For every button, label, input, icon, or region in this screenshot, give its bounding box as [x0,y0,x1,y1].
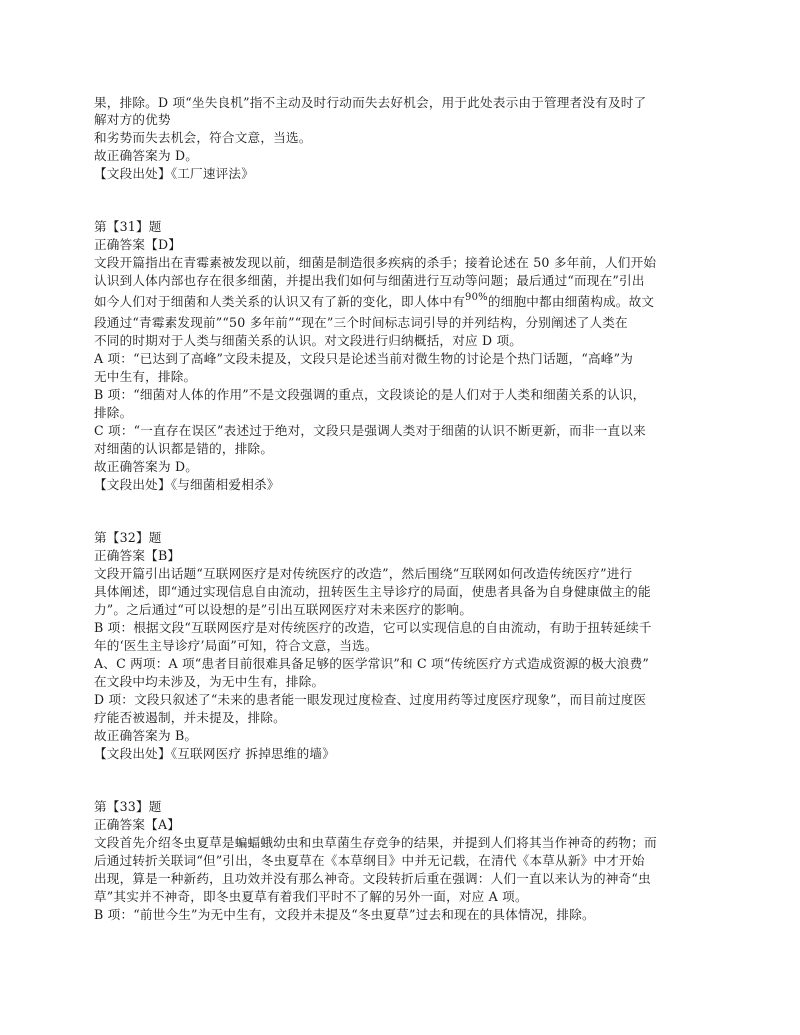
q30-source-line: 【文段出处】《工厂速评法》 [94,166,255,181]
q32-text-line: 力”。之后通过“可以设想的是”引出互联网医疗对未来医疗的影响。 [94,602,473,617]
q30-answer-line: 故正确答案为 D。 [94,148,199,163]
q30-text-line: 和劣势而失去机会，符合文意，当选。 [94,130,312,145]
q32-text-line: D 项：文段只叙述了“未来的患者能一眼发现过度检查、过度用药等过度医疗现象”，而目前过度医 [94,692,647,707]
q33-text-line: 草”其实并不神奇，即冬虫夏草有着我们平时不了解的另外一面，对应 A 项。 [94,889,528,904]
q30-text-line: 解对方的优势 [94,112,171,127]
q31-text-line: 对细菌的认识都是错的，排除。 [94,441,274,456]
q32-text-line: 具体阐述，即“通过实现信息自由流动，扭转医生主导诊疗的局面，使患者具备为自身健康做主的能 [94,584,651,599]
q32-text-line: 文段开篇引出话题“互联网医疗是对传统医疗的改造”，然后围绕“互联网如何改造传统医疗”进行 [94,566,633,581]
q32-text-line: 年的‘医生主导诊疗’局面”可知，符合文意，当选。 [94,638,378,653]
q31-answer-line: 故正确答案为 D。 [94,459,199,474]
q31-title: 第【31】题 [94,219,162,234]
q31-text-line: 文段开篇指出在青霉素被发现以前，细菌是制造很多疾病的杀手；接着论述在 50 多年前，人们开始 [94,255,657,270]
q32-answer-label: 正确答案【B】 [94,548,181,563]
q32-text-line: A、C 两项：A 项“患者目前很难具备足够的医学常识”和 C 项“传统医疗方式造成资源的极大浪费” [94,656,649,671]
q31-text-line: 不同的时期对于人类与细菌关系的认识。对文段进行归纳概括，对应 D 项。 [94,333,523,348]
q32-text-line: 疗能否被遏制，并未提及，排除。 [94,710,286,725]
q31-text-line: B 项：“细菌对人体的作用”不是文段强调的重点，文段谈论的是人们对于人类和细菌关系的认识， [94,387,646,402]
q31-text-line: C 项：“一直存在误区”表述过于绝对，文段只是强调人类对于细菌的认识不断更新，而非一直以来 [94,423,646,438]
q31-text-line: 无中生有，排除。 [94,369,197,384]
q31-text-line: 段通过“青霉素发现前”“50 多年前”“现在”三个时间标志词引导的并列结构，分别阐述了人类在 [94,315,628,330]
q32-source-line: 【文段出处】《互联网医疗 拆掉思维的墙》 [94,746,335,761]
q31-source-line: 【文段出处】《与细菌相爱相杀》 [94,477,280,492]
q33-text-line: 出现，算是一种新药，且功效并没有那么神奇。文段转折后重在强调：人们一直以来认为的神奇“虫 [94,871,651,886]
q31-inline-value: 90% [465,292,488,303]
q33-title: 第【33】题 [94,799,162,814]
q33-answer-label: 正确答案【A】 [94,817,181,832]
q31-text-segment: 如今人们对于细菌和人类关系的认识又有了新的变化，即人体中有 [94,294,466,309]
q32-title: 第【32】题 [94,530,162,545]
q32-text-line: B 项：根据文段“互联网医疗是对传统医疗的改造，它可以实现信息的自由流动，有助于扭转延续千 [94,620,652,635]
q31-text-line-with-value [94,293,654,313]
q30-text-line: 果，排除。D 项“坐失良机”指不主动及时行动而失去好机会，用于此处表示由于管理者没有及时了 [94,95,647,110]
q33-text-line: 文段首先介绍冬虫夏草是蝙蝠蛾幼虫和虫草菌生存竞争的结果，并提到人们将其当作神奇的药物；而 [94,835,657,850]
q31-answer-label: 正确答案【D】 [94,237,182,252]
q31-text-line: 排除。 [94,405,133,420]
q32-text-line: 在文段中均未涉及，为无中生有，排除。 [94,674,325,689]
q33-text-line: B 项：“前世今生”为无中生有，文段并未提及“冬虫夏草”过去和现在的具体情况，排除。 [94,907,595,922]
q33-text-line: 后通过转折关联词“但”引出，冬虫夏草在《本草纲目》中并无记载，在清代《本草从新》中才开始 [94,853,645,868]
q31-text-line: A 项：“已达到了高峰”文段未提及，文段只是论述当前对微生物的讨论是个热门话题，“高峰”为 [94,351,634,366]
q31-text-line: 认识到人体内部也存在很多细菌，并提出我们如何与细菌进行互动等问题；最后通过“而现在”引出 [94,273,645,288]
q32-answer-line: 故正确答案为 B。 [94,728,198,743]
q31-text-segment: 的细胞中都由细菌构成。故文 [487,294,655,309]
